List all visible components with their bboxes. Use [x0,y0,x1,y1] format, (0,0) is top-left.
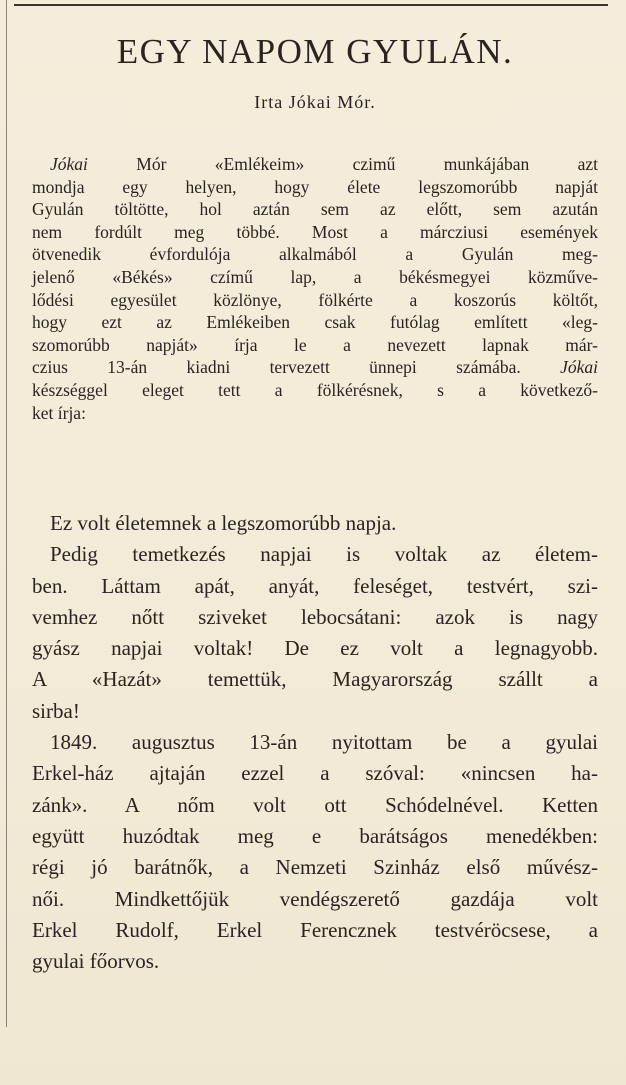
body-line: Erkel-ház ajtaján ezzel a szóval: «nincsen ha- [32,761,598,786]
body-line: sirba! [32,698,80,723]
body-text [32,508,598,977]
top-rule [14,4,608,6]
left-margin-rule [6,0,7,1027]
intro-line: lődési egyesület közlönye, fölkérte a koszorús költőt, [32,289,598,310]
body-line: Pedig temetkezés napjai is voltak az életem- [50,542,598,567]
intro-line: jelenő «Békés» czímű lap, a békésmegyei közműve- [32,266,598,287]
body-line: Ez volt életemnek a legszomorúbb napja. [50,511,397,535]
intro-line: nem fordúlt meg többé. Most a márcziusi események [32,221,598,242]
body-line: gyász napjai voltak! De ez volt a legnagyobb. [32,636,598,661]
body-line: női. Mindkettőjük vendégszerető gazdája volt [32,886,598,911]
body-line: A «Hazát» temettük, Magyarország szállt a [32,667,598,692]
intro-line: ötvenedik évfordulója alkalmából a Gyulán meg- [32,244,598,265]
intro-line: Gyulán töltötte, hol aztán sem az előtt, sem azután [32,199,598,220]
intro-line: hogy ezt az Emlékeiben csak futólag említett «leg- [32,312,598,333]
body-line: régi jó barátnők, a Nemzeti Szinház első művész- [32,855,598,880]
body-line: Erkel Rudolf, Erkel Ferencznek testvéröcsese, a [32,917,598,942]
body-line: ben. Láttam apát, anyát, feleséget, testvért, szi- [32,573,598,598]
body-line: zánk». A nőm volt ott Schódelnével. Ketten [32,792,598,817]
article-byline: Irta Jókai Mór. [254,92,376,112]
intro-line: szomorúbb napját» írja le a nevezett lapnak már- [32,334,598,355]
intro-line: Jókai Mór «Emlékeim» czimű munkájában azt [50,154,598,174]
body-line: vemhez nőtt sziveket lebocsátani: azok is nagy [32,604,598,629]
intro-line: ket írja: [32,402,86,423]
body-line: együtt huzódtak meg e barátságos menedékben: [32,823,598,848]
intro-line: czius 13-án kiadni tervezett ünnepi számába. Jókai [32,357,598,378]
intro-paragraph [32,153,598,424]
intro-line: készséggel eleget tett a fölkérésnek, s a következő- [32,379,598,400]
article-title: EGY NAPOM GYULÁN. [116,32,514,71]
body-line: 1849. augusztus 13-án nyitottam be a gyulai [50,730,598,755]
intro-line: mondja egy helyen, hogy élete legszomorúbb napját [32,176,598,197]
body-line: gyulai főorvos. [32,949,160,974]
